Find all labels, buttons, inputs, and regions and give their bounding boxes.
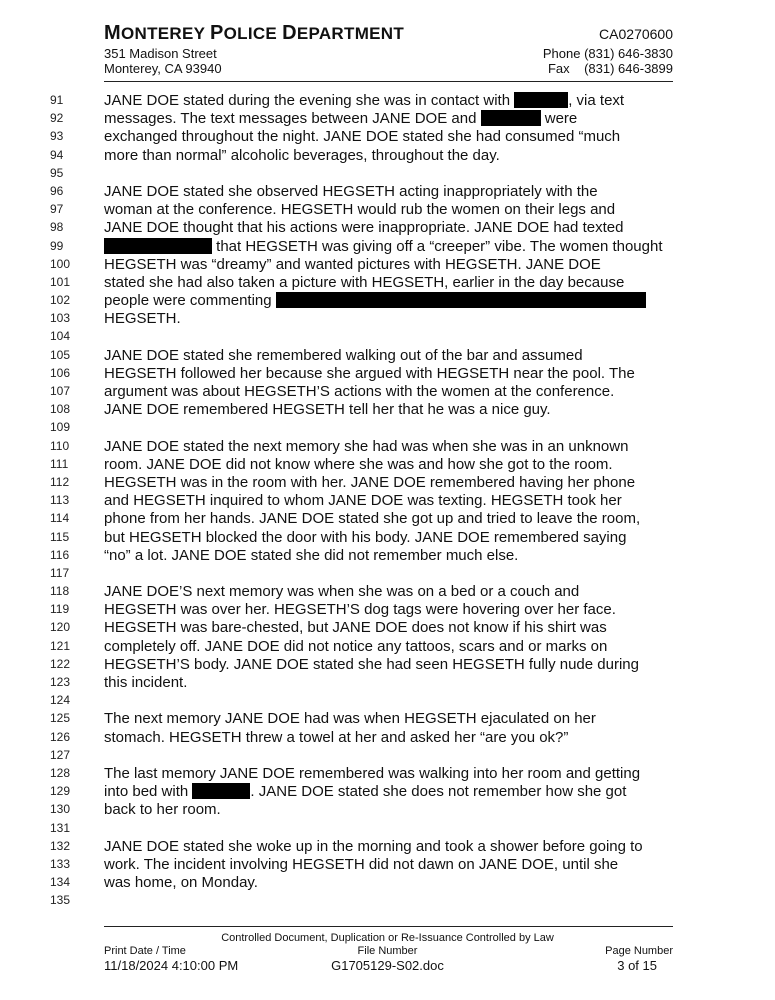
text-segment: HEGSETH was bare-chested, but JANE DOE does not know if his shirt was	[104, 619, 607, 637]
redaction-box	[481, 110, 541, 126]
line-number: 103	[50, 311, 71, 326]
report-line	[0, 801, 775, 819]
line-text	[104, 492, 622, 509]
line-number: 105	[50, 347, 71, 362]
line-text	[104, 601, 616, 618]
report-line	[0, 747, 775, 765]
report-line	[0, 583, 775, 601]
department-address	[104, 46, 222, 76]
line-number: 108	[50, 402, 71, 417]
line-text	[104, 292, 646, 309]
line-number: 100	[50, 256, 71, 271]
text-segment: , via text	[568, 92, 625, 109]
line-text	[104, 801, 221, 818]
report-line	[0, 256, 775, 274]
line-text	[104, 110, 577, 127]
report-line	[0, 656, 775, 674]
line-text	[104, 838, 643, 855]
report-line	[0, 510, 775, 528]
text-segment: phone from her hands. JANE DOE stated she got up and tried to leave the room,	[104, 510, 641, 528]
text-segment: more than normal” alcoholic beverages, throughout the day.	[104, 146, 500, 164]
file-number-label: File Number	[357, 945, 418, 957]
text-segment: were	[540, 110, 578, 128]
report-line	[0, 820, 775, 838]
line-text	[104, 583, 579, 600]
line-text	[104, 765, 640, 782]
page-number-label: Page Number	[605, 945, 673, 957]
report-line	[0, 601, 775, 619]
text-segment: HEGSETH was “dreamy” and wanted pictures with HEGSETH. JANE DOE	[104, 255, 601, 273]
footer-divider	[104, 926, 673, 927]
report-line	[0, 619, 775, 637]
line-number: 107	[50, 384, 71, 398]
report-line	[0, 438, 775, 456]
fax-number: Fax (831) 646-3899	[547, 61, 673, 76]
text-segment: exchanged throughout the night. JANE DOE stated she had consumed “much	[104, 128, 621, 146]
line-text	[104, 310, 181, 327]
text-segment: JANE DOE stated she observed HEGSETH acting inappropriately with the	[104, 182, 598, 200]
line-text	[104, 238, 663, 255]
line-number: 98	[50, 220, 64, 235]
report-line	[0, 729, 775, 747]
line-number: 133	[50, 856, 71, 871]
line-number: 97	[50, 202, 64, 217]
line-text	[104, 383, 614, 400]
line-number: 128	[50, 765, 71, 780]
line-number: 135	[50, 893, 71, 908]
text-segment: JANE DOE thought that his actions were inappropriate. JANE DOE had texted	[104, 219, 624, 237]
line-text	[104, 219, 623, 236]
report-line	[0, 856, 775, 874]
line-text	[104, 401, 551, 418]
line-number: 126	[50, 729, 71, 744]
text-segment: stated she had also taken a picture with HEGSETH, earlier in the day because	[104, 273, 625, 291]
line-text	[104, 274, 624, 291]
report-line	[0, 547, 775, 565]
text-segment: work. The incident involving HEGSETH did not dawn on JANE DOE, until she	[104, 855, 619, 873]
text-segment: back to her room.	[104, 801, 221, 819]
text-segment: “no” a lot. JANE DOE stated she did not remember much else.	[104, 546, 519, 564]
text-segment: HEGSETH was over her. HEGSETH’S dog tags were hovering over her face.	[104, 601, 616, 619]
line-number: 124	[50, 693, 71, 708]
line-text	[104, 474, 635, 491]
line-number: 106	[50, 365, 71, 380]
report-line	[0, 419, 775, 437]
line-number: 102	[50, 293, 71, 308]
line-text	[104, 256, 601, 273]
redaction-box	[158, 238, 212, 254]
report-line	[0, 201, 775, 219]
report-line	[0, 674, 775, 692]
report-line	[0, 128, 775, 146]
address-line-1: 351 Madison Street	[104, 46, 217, 61]
line-text	[104, 347, 583, 364]
line-number: 132	[50, 838, 71, 853]
line-number: 115	[50, 529, 70, 544]
redaction-box	[104, 238, 158, 254]
line-number: 119	[50, 602, 70, 617]
line-text	[104, 365, 635, 382]
line-number: 92	[50, 111, 64, 126]
text-segment: JANE DOE remembered HEGSETH tell her that he was a nice guy.	[104, 401, 551, 419]
report-line	[0, 692, 775, 710]
line-number: 95	[50, 165, 64, 180]
line-number: 113	[50, 493, 70, 508]
line-number: 99	[50, 238, 64, 253]
line-number: 96	[50, 183, 64, 198]
line-number: 114	[50, 511, 70, 526]
text-segment: JANE DOE stated the next memory she had was when she was in an unknown	[104, 437, 629, 455]
line-number: 112	[50, 474, 70, 489]
text-segment: messages. The text messages between JANE DOE and	[104, 110, 481, 128]
redaction-box	[514, 92, 568, 108]
report-body	[0, 92, 775, 910]
text-segment: but HEGSETH blocked the door with his body. JANE DOE remembered saying	[104, 528, 627, 546]
address-line-2: Monterey, CA 93940	[104, 61, 222, 76]
report-line	[0, 456, 775, 474]
line-text	[104, 147, 500, 164]
line-text	[104, 710, 596, 727]
phone-number: Phone (831) 646-3830	[542, 46, 673, 61]
line-number: 127	[50, 747, 71, 762]
redaction-box	[276, 292, 646, 308]
line-text	[104, 201, 615, 218]
line-number: 123	[50, 675, 71, 689]
line-text	[104, 183, 598, 200]
text-segment: JANE DOE’S next memory was when she was on a bed or a couch and	[104, 583, 580, 601]
text-segment: people were commenting	[104, 292, 276, 310]
report-line	[0, 492, 775, 510]
report-line	[0, 401, 775, 419]
department-title: MONTEREY POLICE DEPARTMENT	[104, 22, 405, 44]
text-segment: into bed with	[104, 783, 193, 801]
line-number: 101	[50, 274, 71, 289]
print-date-value: 11/18/2024 4:10:00 PM	[104, 958, 239, 973]
report-line	[0, 892, 775, 910]
line-number: 116	[50, 547, 70, 562]
report-line	[0, 383, 775, 401]
line-text	[104, 438, 628, 455]
report-line	[0, 219, 775, 237]
print-date-label: Print Date / Time	[104, 945, 186, 957]
text-segment: this incident.	[104, 674, 188, 691]
text-segment: The last memory JANE DOE remembered was walking into her room and getting	[104, 764, 641, 782]
line-number: 125	[50, 711, 71, 726]
text-segment: HEGSETH followed her because she argued with HEGSETH near the pool. The	[104, 364, 635, 382]
line-number: 118	[50, 584, 70, 599]
text-segment: argument was about HEGSETH’S actions with the women at the conference.	[104, 383, 615, 400]
line-text	[104, 547, 518, 564]
line-text	[104, 619, 607, 636]
line-number: 91	[50, 93, 64, 107]
text-segment: completely off. JANE DOE did not notice any tattoos, scars and or marks on	[104, 637, 608, 655]
text-segment: and HEGSETH inquired to whom JANE DOE was texting. HEGSETH took her	[104, 492, 622, 510]
line-text	[104, 92, 624, 109]
text-segment: stomach. HEGSETH threw a towel at her and asked her “are you ok?”	[104, 728, 569, 746]
report-line	[0, 365, 775, 383]
text-segment: . JANE DOE stated she does not remember how she got	[250, 783, 627, 801]
report-line	[0, 838, 775, 856]
text-segment: The next memory JANE DOE had was when HEGSETH ejaculated on her	[104, 710, 596, 728]
line-number: 122	[50, 656, 71, 671]
report-line	[0, 347, 775, 365]
report-line	[0, 765, 775, 783]
text-segment: woman at the conference. HEGSETH would rub the women on their legs and	[104, 201, 616, 219]
line-number: 111	[50, 456, 69, 471]
line-number: 104	[50, 329, 71, 344]
line-number: 130	[50, 802, 71, 817]
report-line	[0, 565, 775, 583]
line-number: 110	[50, 438, 70, 453]
line-text	[104, 729, 568, 746]
line-text	[104, 529, 626, 546]
header-divider	[104, 81, 673, 82]
line-text	[104, 783, 626, 800]
line-number: 94	[50, 147, 64, 162]
report-line	[0, 783, 775, 801]
text-segment: JANE DOE stated during the evening she was in contact with	[104, 92, 515, 109]
text-segment: HEGSETH.	[104, 310, 181, 328]
report-line	[0, 183, 775, 201]
text-segment: HEGSETH’S body. JANE DOE stated she had seen HEGSETH fully nude during	[104, 655, 639, 673]
report-line	[0, 165, 775, 183]
line-text	[104, 456, 613, 473]
text-segment: that HEGSETH was giving off a “creeper” vibe. The women thought	[212, 237, 663, 255]
redaction-box	[192, 783, 250, 799]
report-line	[0, 529, 775, 547]
case-number: CA0270600	[599, 26, 673, 42]
report-line	[0, 710, 775, 728]
line-text	[104, 510, 640, 527]
report-line	[0, 92, 775, 110]
line-number: 120	[50, 620, 71, 635]
line-number: 93	[50, 129, 64, 144]
report-line	[0, 110, 775, 128]
report-line	[0, 638, 775, 656]
text-segment: JANE DOE stated she remembered walking out of the bar and assumed	[104, 346, 583, 364]
line-number: 131	[50, 820, 71, 835]
report-line	[0, 474, 775, 492]
report-line	[0, 328, 775, 346]
page-number-value: 3 of 15	[617, 958, 657, 973]
line-number: 134	[50, 875, 71, 890]
line-text	[104, 674, 187, 691]
report-line	[0, 147, 775, 165]
report-line	[0, 274, 775, 292]
line-number: 129	[50, 784, 71, 799]
controlled-notice: Controlled Document, Duplication or Re-Issuance Controlled by Law	[221, 932, 554, 944]
file-number-value: G1705129-S02.doc	[331, 958, 444, 973]
report-line	[0, 238, 775, 256]
line-text	[104, 656, 639, 673]
text-segment: JANE DOE stated she woke up in the morning and took a shower before going to	[104, 837, 643, 855]
report-line	[0, 874, 775, 892]
line-text	[104, 638, 607, 655]
line-text	[104, 128, 620, 145]
line-text	[104, 856, 618, 873]
line-number: 109	[50, 420, 71, 435]
report-line	[0, 292, 775, 310]
text-segment: room. JANE DOE did not know where she was and how she got to the room.	[104, 455, 613, 473]
line-number: 121	[50, 638, 71, 653]
text-segment: was home, on Monday.	[104, 874, 258, 892]
line-text	[104, 874, 258, 891]
report-line	[0, 310, 775, 328]
line-number: 117	[50, 565, 70, 580]
department-contact	[543, 46, 673, 76]
text-segment: HEGSETH was in the room with her. JANE DOE remembered having her phone	[104, 473, 636, 491]
